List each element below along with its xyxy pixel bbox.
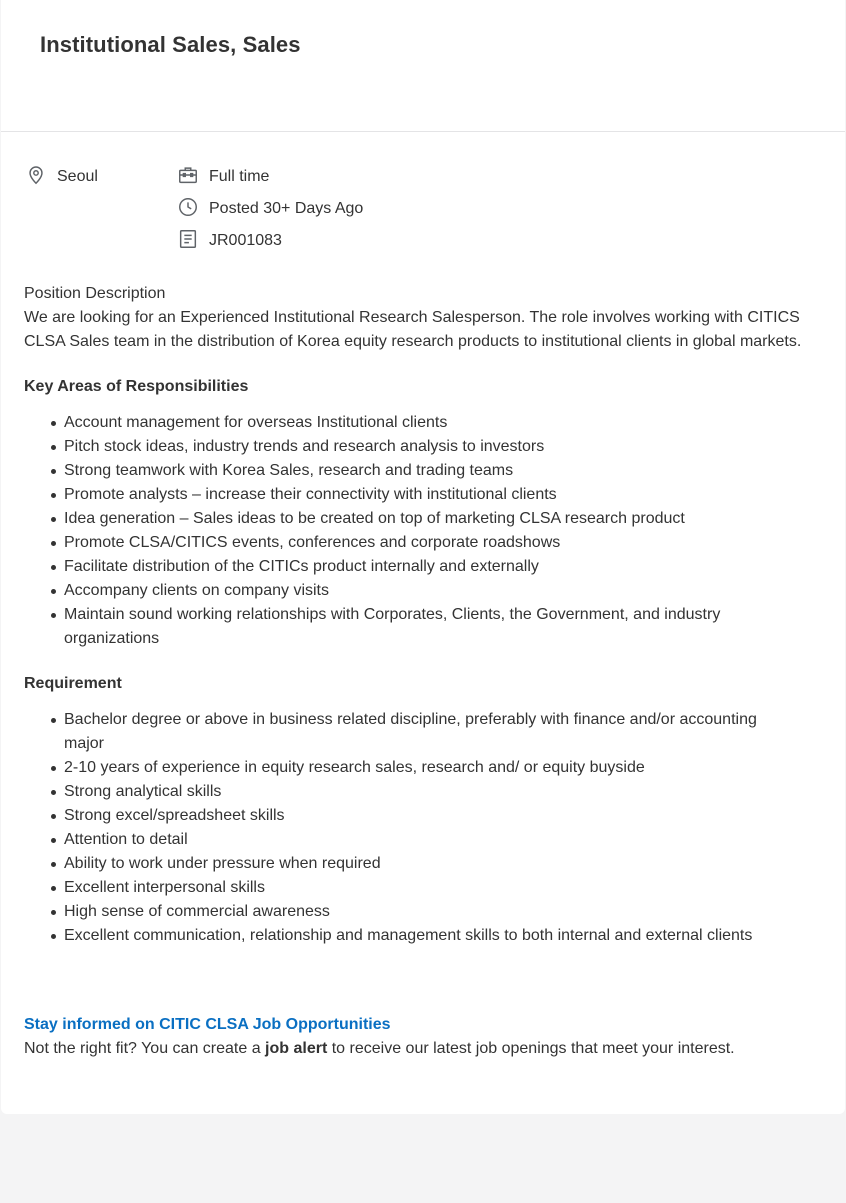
list-item: Strong excel/spreadsheet skills <box>24 804 814 828</box>
list-item: Excellent communication, relationship and management skills to both internal and external clients <box>24 924 814 948</box>
list-item: Accompany clients on company visits <box>24 579 814 603</box>
job-alert-heading <box>24 1013 814 1037</box>
requirements-heading: Requirement <box>24 675 122 692</box>
job-posting-card <box>1 0 845 1114</box>
list-item: 2-10 years of experience in equity research sales, research and/ or equity buyside <box>24 756 814 780</box>
list-item: Pitch stock ideas, industry trends and research analysis to investors <box>24 435 814 459</box>
job-alert-text <box>24 1037 814 1061</box>
list-item: Idea generation – Sales ideas to be created on top of marketing CLSA research product <box>24 507 814 531</box>
job-meta <box>1 164 845 260</box>
list-item: Excellent interpersonal skills <box>24 876 814 900</box>
job-alert-text-after: to receive our latest job openings that meet your interest. <box>327 1040 735 1057</box>
list-item: Promote analysts – increase their connectivity with institutional clients <box>24 483 814 507</box>
position-description-heading: Position Description <box>24 285 166 302</box>
list-item: Bachelor degree or above in business related discipline, preferably with finance and/or accounting major <box>24 708 814 756</box>
list-item: Ability to work under pressure when required <box>24 852 814 876</box>
list-item: Strong analytical skills <box>24 780 814 804</box>
responsibilities-list <box>24 411 814 651</box>
requirements-list <box>24 708 814 948</box>
req-id-value: JR001083 <box>209 232 282 249</box>
list-item: Account management for overseas Institutional clients <box>24 411 814 435</box>
posted-date-value: Posted 30+ Days Ago <box>209 200 364 217</box>
responsibilities-heading: Key Areas of Responsibilities <box>24 378 249 395</box>
job-alert-heading-link[interactable]: Stay informed on CITIC CLSA Job Opportunities <box>24 1016 391 1033</box>
list-item: Facilitate distribution of the CITICs product internally and externally <box>24 555 814 579</box>
job-alert-link[interactable]: job alert <box>265 1040 328 1057</box>
job-title: Institutional Sales, Sales <box>40 32 301 57</box>
document-icon <box>177 228 209 255</box>
job-alert-text-before: Not the right fit? You can create a <box>24 1040 266 1057</box>
job-header <box>1 0 845 132</box>
location-value: Seoul <box>57 168 98 185</box>
req-id-field <box>177 228 282 254</box>
clock-icon <box>177 196 209 223</box>
briefcase-icon <box>177 164 209 191</box>
list-item: High sense of commercial awareness <box>24 900 814 924</box>
location-field <box>25 164 98 190</box>
list-item: Maintain sound working relationships with Corporates, Clients, the Government, and industry organizations <box>24 603 814 651</box>
list-item: Strong teamwork with Korea Sales, research and trading teams <box>24 459 814 483</box>
list-item: Attention to detail <box>24 828 814 852</box>
list-item: Promote CLSA/CITICS events, conferences and corporate roadshows <box>24 531 814 555</box>
job-description <box>24 282 814 1061</box>
time-type-value: Full time <box>209 168 270 185</box>
position-description-text: We are looking for an Experienced Institutional Research Salesperson. The role involves working with CITICS CLSA Sales team in the distribution of Korea equity research products to institutional clients in global markets. <box>24 309 802 350</box>
time-type-field <box>177 164 269 190</box>
posted-date-field <box>177 196 363 222</box>
location-pin-icon <box>25 164 57 191</box>
